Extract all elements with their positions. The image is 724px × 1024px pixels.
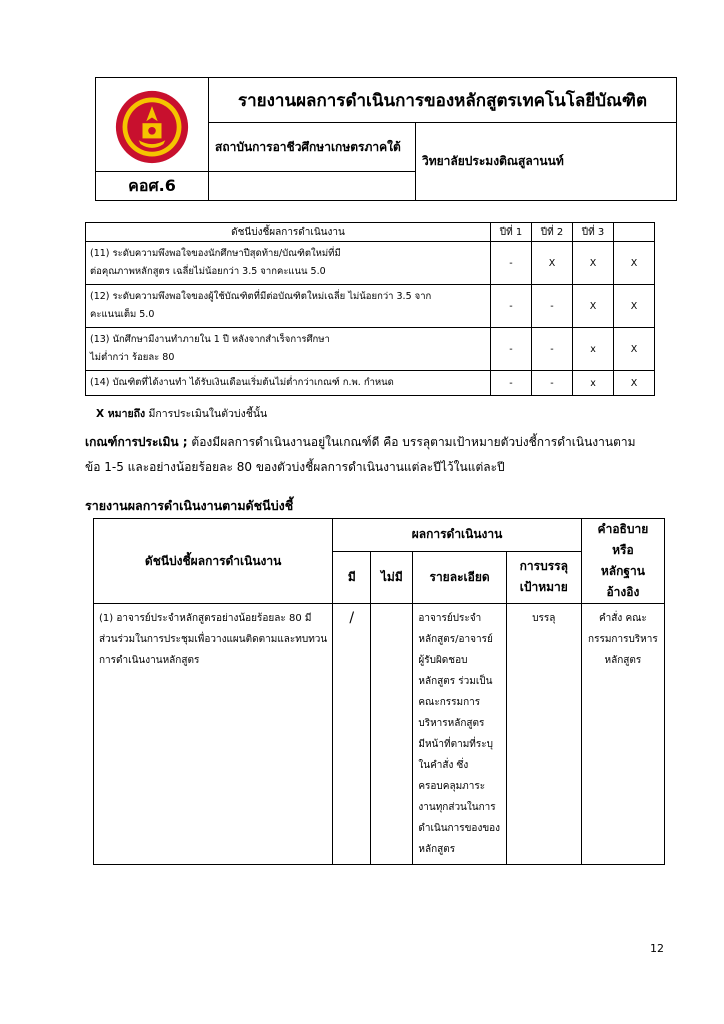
legend-note — [96, 405, 267, 422]
form-code: คอศ.6 — [96, 172, 209, 201]
institute-name: สถาบันการอาชีวศึกษาเกษตรภาคใต้ — [209, 123, 416, 172]
indicator-header: ดัชนีบ่งชี้ผลการดำเนินงาน — [86, 223, 491, 242]
col-explain — [581, 519, 664, 604]
explain-line: คำอธิบาย — [597, 522, 649, 536]
section-title: รายงานผลการดำเนินงานตามดัชนีบ่งชี้ — [85, 498, 294, 513]
col-goal — [506, 551, 581, 603]
document-title: รายงานผลการดำเนินการของหลักสูตรเทคโนโลยีบัณฑิต — [209, 78, 677, 123]
table-row — [94, 604, 665, 865]
have-mark: / — [349, 610, 355, 626]
institute-emblem-icon — [114, 89, 190, 165]
nothave-cell — [371, 604, 413, 865]
col-detail: รายละเอียด — [413, 551, 506, 603]
mark: X — [573, 285, 614, 328]
mark: - — [491, 285, 532, 328]
year1-header: ปีที่ 1 — [491, 223, 532, 242]
explain-line: หรือ — [612, 543, 634, 557]
evidence-cell — [581, 604, 664, 865]
mark: - — [532, 285, 573, 328]
college-name: วิทยาลัยประมงติณสูลานนท์ — [416, 123, 677, 201]
desc-line: (13) นักศึกษามีงานทำภายใน 1 ปี หลังจากสำเร็จการศึกษา — [90, 334, 330, 345]
year3-header: ปีที่ 3 — [573, 223, 614, 242]
mark: x — [573, 371, 614, 396]
table-row — [86, 285, 655, 328]
col-nothave: ไม่มี — [371, 551, 413, 603]
page-number: 12 — [650, 942, 664, 955]
document-header — [95, 77, 677, 201]
indicator-cell — [94, 604, 333, 865]
mark: X — [614, 242, 655, 285]
extra-header — [614, 223, 655, 242]
desc-line: คะแนนเต็ม 5.0 — [90, 309, 155, 320]
goal-line: การบรรลุ — [519, 559, 568, 574]
mark: - — [532, 328, 573, 371]
criteria-paragraph — [85, 430, 645, 480]
mark: - — [491, 371, 532, 396]
year2-header: ปีที่ 2 — [532, 223, 573, 242]
detail-cell — [413, 604, 506, 865]
note-text: มีการประเมินในตัวบ่งชี้นั้น — [145, 408, 268, 420]
goal-line: เป้าหมาย — [519, 580, 568, 595]
mark: x — [573, 328, 614, 371]
table-row — [86, 371, 655, 396]
criteria-label: เกณฑ์การประเมิน ; — [85, 435, 188, 449]
detail-text: อาจารย์ประจำหลักสูตร/อาจารย์ผู้รับผิดชอบหลักสูตร ร่วมเป็นคณะกรรมการบริหารหลักสูตร มีหน้าที่ตามที่ระบุในคำสั่ง ซึ่งครอบคลุมภาระงานทุกส่วนในการดำเนินการของของหลักสูตร — [418, 613, 501, 855]
mark: X — [532, 242, 573, 285]
indicator-desc — [86, 285, 491, 328]
indicator-table — [85, 222, 655, 396]
col-indicator: ดัชนีบ่งชี้ผลการดำเนินงาน — [94, 519, 333, 604]
desc-line: ต่อคุณภาพหลักสูตร เฉลี่ยไม่น้อยกว่า 3.5 จากคะแนน 5.0 — [90, 266, 326, 277]
criteria-text: ต้องมีผลการดำเนินงานอยู่ในเกณฑ์ดี คือ บรรลุตามเป้าหมายตัวบ่งชี้การดำเนินงานตามข้อ 1-5 และอย่างน้อยร้อยละ 80 ของตัวบ่งชี้ผลการดำเนินงานแต่ละปีไว้ในแต่ละปี — [85, 435, 636, 474]
logo-cell — [96, 78, 209, 172]
explain-line: อ้างอิง — [606, 585, 640, 599]
mark: X — [614, 285, 655, 328]
blank-cell — [209, 172, 416, 201]
evidence-text: คำสั่ง คณะกรรมการบริหารหลักสูตร — [588, 613, 658, 666]
explain-line: หลักฐาน — [600, 564, 645, 578]
mark: - — [491, 328, 532, 371]
indicator-desc — [86, 328, 491, 371]
desc-line: (12) ระดับความพึงพอใจของผู้ใช้บัณฑิตที่มีต่อบัณฑิตใหม่เฉลี่ย ไม่น้อยกว่า 3.5 จาก — [90, 291, 432, 302]
desc-line: (11) ระดับความพึงพอใจของนักศึกษาปีสุดท้าย/บัณฑิตใหม่ที่มี — [90, 248, 341, 259]
have-cell — [333, 604, 371, 865]
goal-text: บรรลุ — [532, 613, 556, 624]
mark: - — [491, 242, 532, 285]
desc-line: (14) บัณฑิตที่ได้งานทำ ได้รับเงินเดือนเริ่มต้นไม่ต่ำกว่าเกณฑ์ ก.พ. กำหนด — [90, 377, 394, 388]
results-table — [93, 518, 665, 865]
note-label: X หมายถึง — [96, 408, 146, 420]
indicator-desc — [86, 371, 491, 396]
col-results: ผลการดำเนินงาน — [333, 519, 582, 552]
table-row — [86, 328, 655, 371]
table-row — [86, 242, 655, 285]
mark: - — [532, 371, 573, 396]
mark: X — [614, 328, 655, 371]
col-have: มี — [333, 551, 371, 603]
mark: X — [573, 242, 614, 285]
indicator-text: (1) อาจารย์ประจำหลักสูตรอย่างน้อยร้อยละ 80 มีส่วนร่วมในการประชุมเพื่อวางแผนติดตามและทบทวนการดำเนินงานหลักสูตร — [99, 613, 328, 666]
indicator-desc — [86, 242, 491, 285]
mark: X — [614, 371, 655, 396]
goal-cell — [506, 604, 581, 865]
desc-line: ไม่ต่ำกว่า ร้อยละ 80 — [90, 352, 175, 363]
